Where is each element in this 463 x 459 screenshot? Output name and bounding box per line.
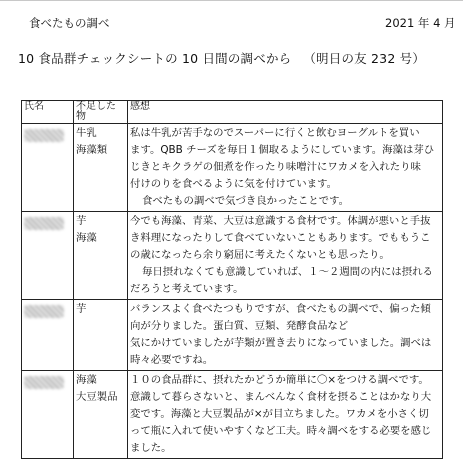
table-row xyxy=(22,212,443,300)
redacted-name xyxy=(24,376,64,389)
table-row xyxy=(22,124,443,212)
redacted-name-cell xyxy=(22,124,74,212)
subtitle-main: 10 食品群チェックシートの 10 日間の調べから xyxy=(18,51,292,66)
comment-line: ます。QBB チーズを毎日１個取るようにしています。海藻は芽ひ xyxy=(130,144,435,156)
comment-line: 私は牛乳が苦手なのでスーパーに行くと飲むヨーグルトを買い xyxy=(130,127,420,139)
comment-cell xyxy=(128,212,443,300)
table-row xyxy=(22,371,443,459)
comment-line: バランスよく食べたつもりですが、食べたもの調べで、偏った傾 xyxy=(130,303,431,315)
document-subtitle xyxy=(18,49,425,67)
shortage-cell xyxy=(74,300,128,371)
comment-cell xyxy=(128,124,443,212)
comment-line: 付けのりを食べるように気を付けています。 xyxy=(130,178,337,190)
comment-line: ました。 xyxy=(130,442,172,454)
document-title: 食べたもの調べ xyxy=(29,16,110,30)
subtitle-source: （明日の友 232 号） xyxy=(303,51,426,66)
shortage-cell xyxy=(74,371,128,459)
shortage-item: 芋 xyxy=(76,215,87,227)
column-header-comment: 感想 xyxy=(128,101,443,124)
comment-line: だろうと考えています。 xyxy=(130,283,244,295)
redacted-name xyxy=(24,217,64,230)
comment-line: １０の食品群に、摂れたかどうか簡単に〇×をつける調べです。 xyxy=(130,374,429,386)
comment-cell xyxy=(128,300,443,371)
shortage-item: 牛乳 xyxy=(76,127,97,139)
redacted-name xyxy=(24,129,64,142)
shortage-item: 大豆製品 xyxy=(76,391,118,403)
shortage-item: 芋 xyxy=(76,303,87,315)
column-header-name: 氏名 xyxy=(22,101,74,124)
redacted-name-cell xyxy=(22,371,74,459)
comment-line: って瓶に入れて使いやすくなど工夫。時々調べをする必要を感じ xyxy=(130,425,432,437)
table-row xyxy=(22,300,443,371)
document-date: 2021 年 4 月 xyxy=(385,16,456,30)
redacted-name-cell xyxy=(22,300,74,371)
comment-line: 食べたもの調べで気づき良かったことです。 xyxy=(142,195,349,207)
comment-line: 時々必要ですね。 xyxy=(130,354,214,366)
comment-line: の歳になったら余り窮屈に考えたくないとも思ったり。 xyxy=(130,249,390,261)
comment-cell xyxy=(128,371,443,459)
redacted-name-cell xyxy=(22,212,74,300)
shortage-item: 海藻 xyxy=(76,232,97,244)
redacted-name xyxy=(24,305,64,318)
comment-line: じきとキクラゲの佃煮を作ったり味噌汁にワカメを入れたり味 xyxy=(130,161,421,173)
comment-line: 変です。海藻と大豆製品が×が目立ちました。ワカメを小さく切 xyxy=(130,408,429,420)
top-border xyxy=(0,0,463,1)
table-header-row xyxy=(22,101,443,124)
column-header-shortage: 不足した物 xyxy=(74,101,128,124)
shortage-cell xyxy=(74,212,128,300)
survey-table xyxy=(21,100,443,459)
comment-line: 今でも海藻、青菜、大豆は意識する食材です。体調が悪いと手抜 xyxy=(130,215,431,227)
comment-line: き料理になったりして食べていないこともあります。でももうこ xyxy=(130,232,431,244)
comment-line: 意識して暮らさないと、まんべんなく食材を摂ることはかなり大 xyxy=(130,391,432,403)
shortage-item: 海藻 xyxy=(76,374,97,386)
comment-line: 向が分りました。蛋白質、豆類、発酵食品など xyxy=(130,320,349,332)
shortage-item: 海藻類 xyxy=(76,144,108,156)
comment-line: 気にかけていましたが芋類が置き去りになっていました。調べは xyxy=(130,337,432,349)
comment-line: 毎日摂れなくても意識していれば、１～２週間の内には摂れる xyxy=(142,266,433,278)
shortage-cell xyxy=(74,124,128,212)
